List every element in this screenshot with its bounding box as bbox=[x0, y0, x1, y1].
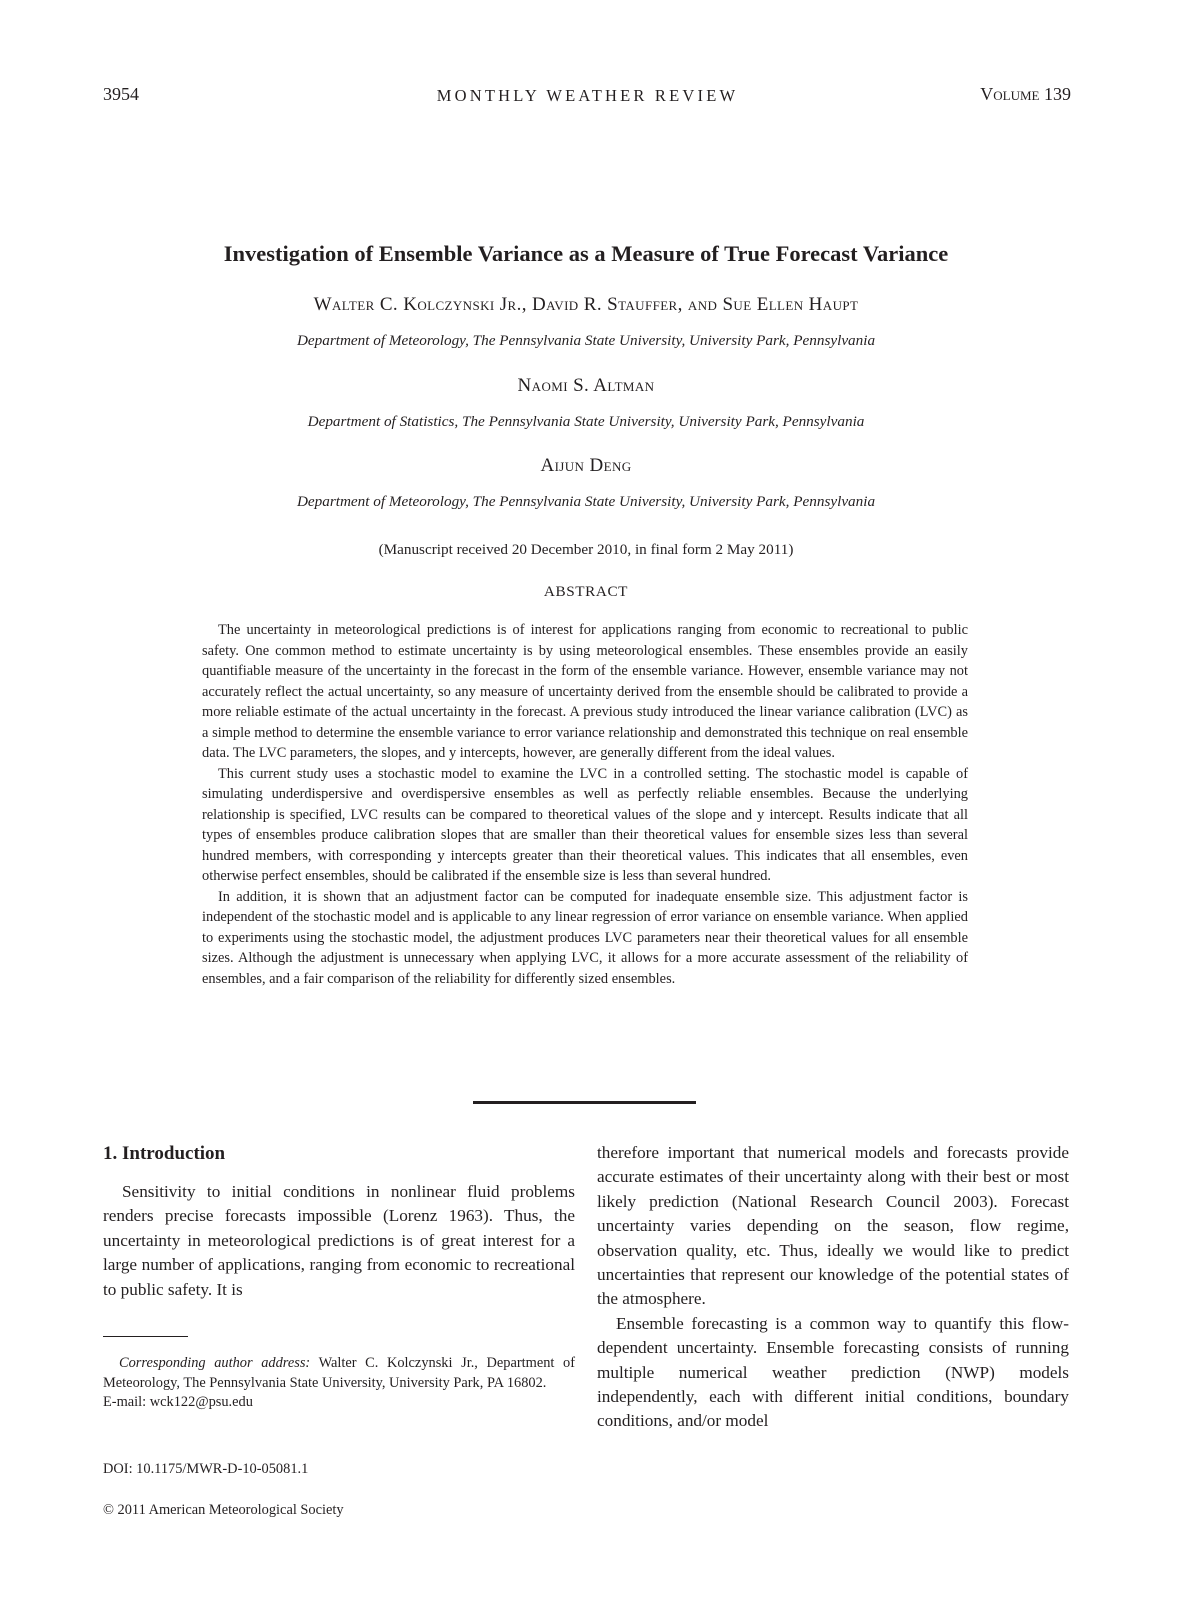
copyright: © 2011 American Meteorological Society bbox=[103, 1502, 344, 1518]
abstract-paragraph-2: This current study uses a stochastic model to examine the LVC in a controlled setting. The stochastic model is capable of simulating underdispersive and overdispersive ensembles as well as perfectly reliable ensembles. Because the underlying relationship is specified, LVC results can be compared to theoretical values of the slope and y intercept. Results indicate that all types of ensembles produce calibration slopes that are smaller than their theoretical values for ensemble sizes less than several hundred members, with corresponding y intercepts greater than their theoretical values. This indicates that all ensembles, even otherwise perfect ensembles, should be calibrated if the ensemble size is less than several hundred. bbox=[202, 765, 968, 884]
author-list-3: Aijun Deng bbox=[540, 455, 632, 476]
footnote-label: Corresponding author address: bbox=[119, 1355, 311, 1371]
intro-paragraph-1: Sensitivity to initial conditions in nonlinear fluid problems renders precise forecasts impossible (Lorenz 1963). Thus, the uncertainty in meteorological predictions is of great interest for a large number of applications, ranging from economic to recreational to public safety. It is bbox=[103, 1182, 575, 1299]
page-number: 3954 bbox=[103, 84, 139, 104]
footnote-email: E-mail: wck122@psu.edu bbox=[103, 1394, 253, 1410]
right-column bbox=[597, 1141, 1069, 1434]
paper-title: Investigation of Ensemble Variance as a Measure of True Forecast Variance bbox=[223, 241, 949, 266]
footnote bbox=[103, 1354, 575, 1413]
footnote-text: Walter C. Kolczynski Jr., Department of Meteorology, The Pennsylvania State University, University Park, PA 16802. bbox=[103, 1355, 575, 1391]
abstract-divider bbox=[473, 1101, 696, 1104]
affiliation-3: Department of Meteorology, The Pennsylvania State University, University Park, Pennsylvania bbox=[296, 493, 876, 510]
journal-name: MONTHLY WEATHER REVIEW bbox=[436, 86, 739, 105]
left-column bbox=[103, 1180, 575, 1302]
manuscript-received: (Manuscript received 20 December 2010, in final form 2 May 2011) bbox=[378, 541, 794, 558]
intro-paragraph-2: therefore important that numerical models and forecasts provide accurate estimates of their uncertainty along with their best or most likely prediction (National Research Council 2003). Forecast uncertainty varies depending on the season, flow regime, observation quality, etc. Thus, ideally we would like to predict uncertainties that represent our knowledge of the potential states of the atmosphere. bbox=[597, 1143, 1069, 1309]
abstract-paragraph-3: In addition, it is shown that an adjustment factor can be computed for inadequate ensemble size. This adjustment factor is independent of the stochastic model and is applicable to any linear regression of error variance on ensemble variance. When applied to experiments using the stochastic model, the adjustment produces LVC parameters near their theoretical values for all ensemble sizes. Although the adjustment is unnecessary when applying LVC, it allows for a more accurate assessment of the reliability of ensembles, and a fair comparison of the reliability for differently sized ensembles. bbox=[202, 888, 968, 987]
doi: DOI: 10.1175/MWR-D-10-05081.1 bbox=[103, 1461, 309, 1477]
footnote-divider bbox=[103, 1336, 188, 1337]
author-list-2: Naomi S. Altman bbox=[517, 375, 655, 396]
intro-paragraph-3: Ensemble forecasting is a common way to quantify this flow-dependent uncertainty. Ensemble forecasting consists of running multiple numerical weather prediction (NWP) models independently, each with different initial conditions, boundary conditions, and/or model bbox=[597, 1313, 1069, 1431]
author-list-1: Walter C. Kolczynski Jr., David R. Stauffer, and Sue Ellen Haupt bbox=[313, 294, 859, 315]
abstract-body bbox=[202, 620, 968, 989]
volume-label: Volume 139 bbox=[980, 84, 1071, 104]
affiliation-1: Department of Meteorology, The Pennsylvania State University, University Park, Pennsylvania bbox=[296, 332, 876, 349]
affiliation-2: Department of Statistics, The Pennsylvania State University, University Park, Pennsylvania bbox=[307, 413, 865, 430]
abstract-paragraph-1: The uncertainty in meteorological predictions is of interest for applications ranging from economic to recreational to public safety. One common method to estimate uncertainty is by using meteorological ensembles. These ensembles provide an easily quantifiable measure of the uncertainty in the forecast in the form of the ensemble variance. However, ensemble variance may not accurately reflect the actual uncertainty, so any measure of uncertainty derived from the ensemble should be calibrated to provide a more reliable estimate of the actual uncertainty in the forecast. A previous study introduced the linear variance calibration (LVC) as a simple method to determine the ensemble variance to error variance relationship and demonstrated this technique on real ensemble data. The LVC parameters, the slopes, and y intercepts, however, are generally different from the ideal values. bbox=[202, 622, 968, 761]
abstract-heading: ABSTRACT bbox=[543, 583, 629, 600]
section-heading: 1. Introduction bbox=[103, 1143, 226, 1164]
